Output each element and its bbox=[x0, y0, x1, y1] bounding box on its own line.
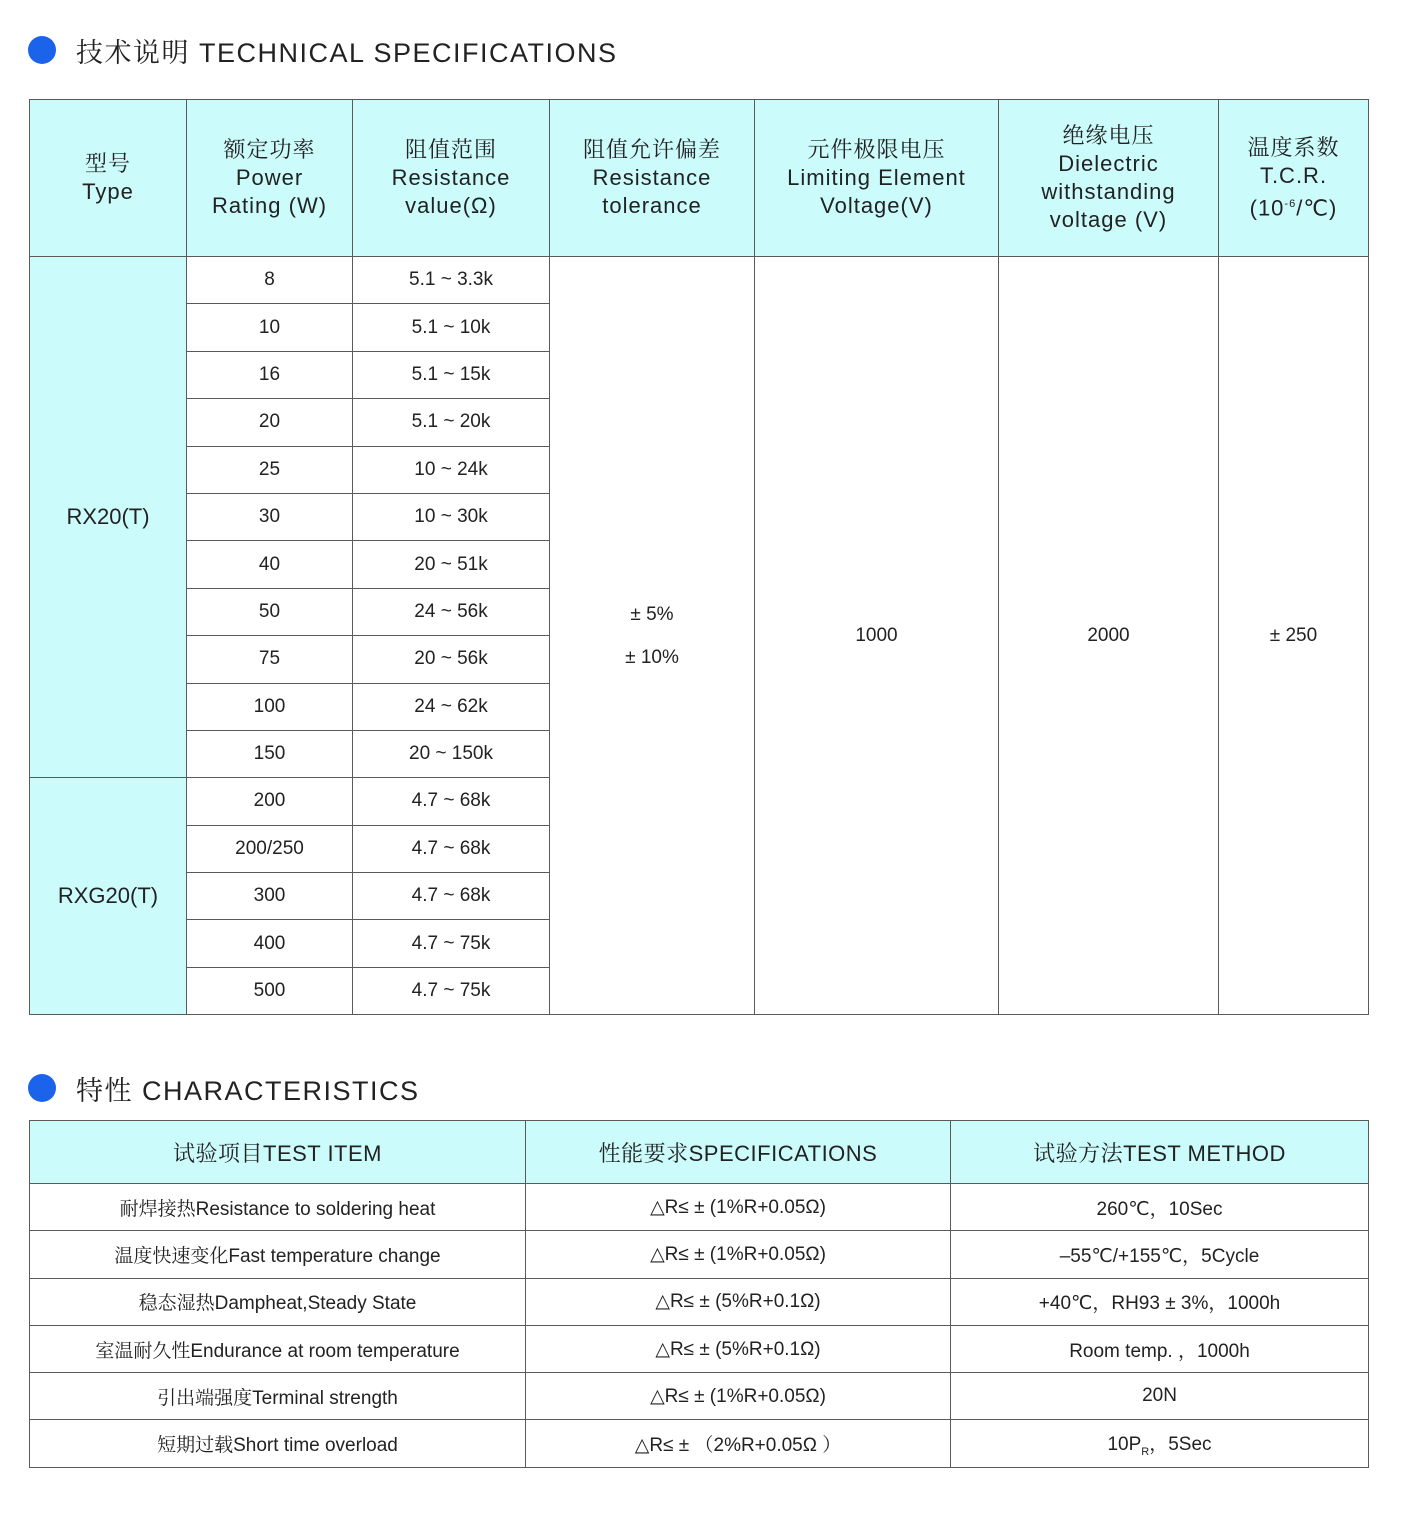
specification-cell: △R≤ ± (5%R+0.1Ω) bbox=[526, 1325, 951, 1372]
dielectric-voltage-cell: 2000 bbox=[999, 257, 1219, 1015]
resistance-range-cell: 4.7 ~ 68k bbox=[353, 825, 550, 872]
header-tolerance-en-2: tolerance bbox=[602, 193, 702, 218]
header-test-method: 试验方法TEST METHOD bbox=[951, 1121, 1369, 1184]
specification-cell: △R≤ ± (1%R+0.05Ω) bbox=[526, 1373, 951, 1420]
section-title-technical bbox=[28, 30, 618, 70]
power-rating-cell: 500 bbox=[187, 967, 353, 1014]
type-cell: RXG20(T) bbox=[30, 778, 187, 1015]
tolerance-value: ± 5% bbox=[630, 603, 674, 625]
characteristics-row bbox=[30, 1278, 1369, 1325]
limiting-voltage-cell: 1000 bbox=[755, 257, 999, 1015]
test-item-cell: 稳态湿热Dampheat,Steady State bbox=[30, 1278, 526, 1325]
header-voltage-unit: Voltage(V) bbox=[820, 193, 933, 218]
test-item-cell: 引出端强度Terminal strength bbox=[30, 1373, 526, 1420]
method-suffix: ，5Sec bbox=[1149, 1434, 1212, 1456]
characteristics-row bbox=[30, 1184, 1369, 1231]
specification-cell: △R≤ ± (5%R+0.1Ω) bbox=[526, 1278, 951, 1325]
characteristics-row bbox=[30, 1231, 1369, 1278]
power-rating-cell: 10 bbox=[187, 304, 353, 351]
method-prefix: 10P bbox=[1107, 1434, 1142, 1456]
resistance-range-cell: 5.1 ~ 15k bbox=[353, 351, 550, 398]
section-title-characteristics bbox=[28, 1068, 420, 1108]
resistance-range-cell: 4.7 ~ 75k bbox=[353, 920, 550, 967]
resistance-range-cell: 20 ~ 150k bbox=[353, 730, 550, 777]
test-method-cell: 260℃，10Sec bbox=[951, 1184, 1369, 1231]
header-tcr-en: T.C.R. bbox=[1259, 162, 1328, 188]
bullet-dot-icon bbox=[28, 1074, 56, 1102]
section-title-text: 特性 CHARACTERISTICS bbox=[76, 1075, 420, 1106]
header-voltage-cn: 元件极限电压 bbox=[807, 137, 946, 162]
test-item-cell: 温度快速变化Fast temperature change bbox=[30, 1231, 526, 1278]
resistance-range-cell: 5.1 ~ 3.3k bbox=[353, 257, 550, 304]
tcr-cell: ± 250 bbox=[1219, 257, 1369, 1015]
header-type bbox=[30, 100, 187, 257]
header-power-unit: Rating (W) bbox=[211, 193, 328, 218]
specification-cell: △R≤ ± （2%R+0.05Ω ） bbox=[526, 1420, 951, 1467]
test-item-cell: 耐焊接热Resistance to soldering heat bbox=[30, 1184, 526, 1231]
test-method-cell bbox=[951, 1420, 1369, 1467]
tolerance-cell bbox=[550, 257, 755, 1015]
header-resistance-cn: 阻值范围 bbox=[404, 137, 497, 162]
tcr-unit-suffix: /℃) bbox=[1296, 195, 1338, 221]
characteristics-table bbox=[29, 1120, 1369, 1468]
power-rating-cell: 20 bbox=[187, 399, 353, 446]
resistance-range-cell: 4.7 ~ 75k bbox=[353, 967, 550, 1014]
header-tolerance-en: Resistance bbox=[592, 165, 712, 190]
power-rating-cell: 300 bbox=[187, 873, 353, 920]
resistance-range-cell: 5.1 ~ 20k bbox=[353, 399, 550, 446]
technical-specifications-table bbox=[29, 99, 1369, 1015]
resistance-range-cell: 10 ~ 24k bbox=[353, 446, 550, 493]
header-limiting-voltage bbox=[755, 100, 999, 257]
header-dielectric-cn: 绝缘电压 bbox=[1062, 123, 1155, 148]
spec-table-row bbox=[30, 257, 1369, 304]
power-rating-cell: 400 bbox=[187, 920, 353, 967]
header-tolerance bbox=[550, 100, 755, 257]
header-resistance-en: Resistance bbox=[391, 165, 511, 190]
test-method-cell: +40℃，RH93 ± 3%，1000h bbox=[951, 1278, 1369, 1325]
header-power bbox=[187, 100, 353, 257]
bullet-dot-icon bbox=[28, 36, 56, 64]
power-rating-cell: 50 bbox=[187, 588, 353, 635]
header-tcr bbox=[1219, 100, 1369, 257]
char-header-row bbox=[30, 1121, 1369, 1184]
tcr-unit-exponent: -6 bbox=[1284, 197, 1297, 210]
resistance-range-cell: 20 ~ 51k bbox=[353, 541, 550, 588]
power-rating-cell: 40 bbox=[187, 541, 353, 588]
method-subscript: R bbox=[1141, 1446, 1150, 1459]
power-rating-cell: 30 bbox=[187, 493, 353, 540]
test-method-cell: Room temp. ，1000h bbox=[951, 1325, 1369, 1372]
resistance-range-cell: 24 ~ 62k bbox=[353, 683, 550, 730]
header-dielectric-en-2: withstanding bbox=[1041, 179, 1176, 204]
specification-cell: △R≤ ± (1%R+0.05Ω) bbox=[526, 1231, 951, 1278]
header-dielectric-voltage bbox=[999, 100, 1219, 257]
header-power-en: Power bbox=[235, 165, 304, 190]
header-tcr-unit bbox=[1219, 190, 1368, 222]
tolerance-value: ± 10% bbox=[625, 646, 679, 668]
specification-cell: △R≤ ± (1%R+0.05Ω) bbox=[526, 1184, 951, 1231]
header-type-en: Type bbox=[82, 179, 134, 204]
section-title-text: 技术说明 TECHNICAL SPECIFICATIONS bbox=[76, 37, 618, 68]
header-dielectric-en: Dielectric bbox=[1058, 151, 1159, 176]
power-rating-cell: 200/250 bbox=[187, 825, 353, 872]
header-type-cn: 型号 bbox=[84, 151, 131, 176]
characteristics-row bbox=[30, 1373, 1369, 1420]
power-rating-cell: 16 bbox=[187, 351, 353, 398]
header-dielectric-unit: voltage (V) bbox=[1049, 207, 1168, 232]
test-method-cell: 20N bbox=[951, 1373, 1369, 1420]
resistance-range-cell: 4.7 ~ 68k bbox=[353, 778, 550, 825]
header-tolerance-cn: 阻值允许偏差 bbox=[582, 137, 721, 162]
test-item-cell: 室温耐久性Endurance at room temperature bbox=[30, 1325, 526, 1372]
header-tcr-cn: 温度系数 bbox=[1247, 134, 1340, 160]
power-rating-cell: 75 bbox=[187, 636, 353, 683]
tcr-unit-prefix: (10 bbox=[1249, 195, 1285, 221]
header-power-cn: 额定功率 bbox=[223, 137, 316, 162]
resistance-range-cell: 10 ~ 30k bbox=[353, 493, 550, 540]
header-voltage-en: Limiting Element bbox=[787, 165, 966, 190]
test-item-cell: 短期过载Short time overload bbox=[30, 1420, 526, 1467]
resistance-range-cell: 20 ~ 56k bbox=[353, 636, 550, 683]
header-resistance bbox=[353, 100, 550, 257]
characteristics-row bbox=[30, 1420, 1369, 1467]
header-resistance-unit: value(Ω) bbox=[405, 193, 497, 218]
power-rating-cell: 8 bbox=[187, 257, 353, 304]
characteristics-row bbox=[30, 1325, 1369, 1372]
power-rating-cell: 200 bbox=[187, 778, 353, 825]
header-test-item: 试验项目TEST ITEM bbox=[30, 1121, 526, 1184]
type-cell: RX20(T) bbox=[30, 257, 187, 778]
resistance-range-cell: 4.7 ~ 68k bbox=[353, 873, 550, 920]
power-rating-cell: 150 bbox=[187, 730, 353, 777]
resistance-range-cell: 5.1 ~ 10k bbox=[353, 304, 550, 351]
header-specifications: 性能要求SPECIFICATIONS bbox=[526, 1121, 951, 1184]
power-rating-cell: 25 bbox=[187, 446, 353, 493]
power-rating-cell: 100 bbox=[187, 683, 353, 730]
test-method-cell: –55℃/+155℃，5Cycle bbox=[951, 1231, 1369, 1278]
resistance-range-cell: 24 ~ 56k bbox=[353, 588, 550, 635]
spec-header-row bbox=[30, 100, 1369, 257]
